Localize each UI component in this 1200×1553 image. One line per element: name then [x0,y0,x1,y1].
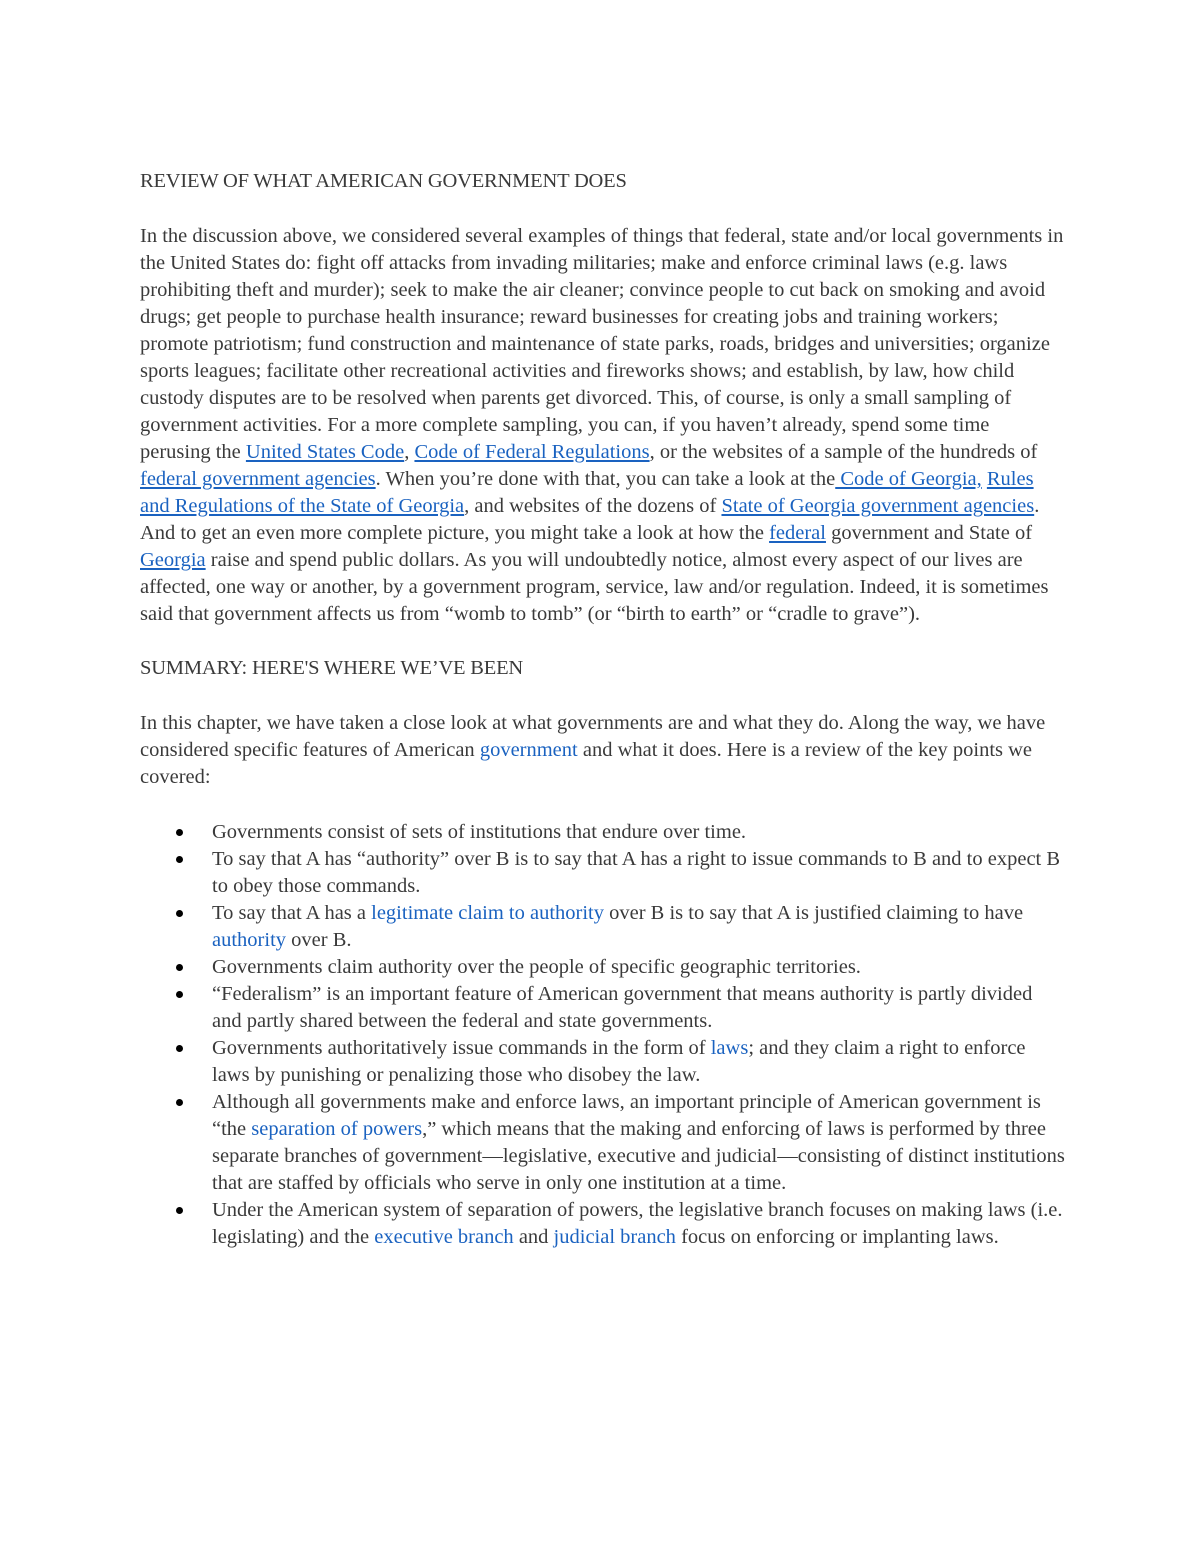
point-text: over B. [286,929,352,951]
bullet-icon [176,1045,183,1052]
point-text: Governments claim authority over the people of specific geographic territories. [212,956,861,978]
review-text-1: In the discussion above, we considered several examples of things that federal, state and/or local governments in the United States do: fight off attacks from invading militaries; make and enforce criminal laws (e.g. laws prohibiting theft and murder); seek to make the air cleaner; convince people to cut back on smoking and avoid drugs; get people to purchase health insurance; reward businesses for creating jobs and training workers; promote patriotism; fund construction and maintenance of state parks, roads, bridges and universities; organize sports leagues; facilitate other recreational activities and fireworks shows; and establish, by law, how child custody disputes are to be resolved when parents get divorced. This, of course, is only a small sampling of government activities. For a more complete sampling, you can, if you haven’t already, spend some time perusing the [140,225,1064,463]
georgia-budget-link[interactable]: Georgia [140,549,206,571]
bullet-icon [176,1207,183,1214]
list-item [140,1089,1065,1197]
summary-intro [140,710,1065,791]
authority-link[interactable]: authority [212,929,287,951]
review-text-3: , or the websites of a sample of the hundreds of [649,441,1038,463]
federal-budget-link[interactable]: federal [769,522,826,544]
bullet-icon [176,829,183,836]
federal-government-agencies-link[interactable]: federal government agencies [140,468,376,490]
review-text-9: raise and spend public dollars. As you will undoubtedly notice, almost every aspect of our lives are affected, one way or another, by a government program, service, law and/or regulation. Indeed, it is sometimes said that government affects us from “womb to tomb” (or “birth to earth” or “cradle to grave”). [140,549,1049,625]
legitimate-claim-link[interactable]: legitimate claim to authority [371,902,604,924]
government-link[interactable]: government [479,739,578,761]
review-text-6: , and websites of the dozens of [464,495,722,517]
list-item [140,954,1065,981]
summary-heading: SUMMARY: HERE'S WHERE WE’VE BEEN [140,657,524,679]
rules-regulations-georgia-link[interactable]: Rules and Regulations of the State of Georgia [140,468,1034,517]
point-text: Governments consist of sets of institutions that endure over time. [212,821,747,843]
point-text: To say that A has a [212,902,372,924]
list-item [140,1197,1065,1251]
point-text: over B is to say that A is justified claiming to have [603,902,1024,924]
point-text: “Federalism” is an important feature of American government that means authority is partly divided and partly shared between the federal and state governments. [212,983,1033,1032]
point-text: Although all governments make and enforce laws, an important principle of American government is “the [212,1091,1041,1140]
bullet-icon [176,910,183,917]
point-text: To say that A has “authority” over B is to say that A has a right to issue commands to B and to expect B to obey those commands. [212,848,1061,897]
list-item [140,846,1065,900]
review-text-2: , [404,441,415,463]
point-text: Governments authoritatively issue commands in the form of [212,1037,711,1059]
georgia-agencies-link[interactable]: State of Georgia government agencies [721,495,1035,517]
review-text-8: government and State of [825,522,1033,544]
review-text-4: . When you’re done with that, you can take a look at the [375,468,836,490]
laws-link[interactable]: laws [710,1037,749,1059]
point-text: and [513,1226,554,1248]
review-paragraph [140,223,1065,628]
point-text: ,” which means that the making and enforcing of laws is performed by three separate branches of government—legislative, executive and judicial—consisting of distinct institutions that are staffed by officials who serve in only one institution at a time. [212,1118,1065,1194]
document-page [140,168,1065,1251]
bullet-icon [176,1099,183,1106]
list-item [140,1035,1065,1089]
key-points-list [140,819,1065,1251]
executive-branch-link[interactable]: executive branch [374,1226,514,1248]
point-text: ; and they claim a right to enforce laws by punishing or penalizing those who disobey the law. [212,1037,1026,1086]
review-heading: REVIEW OF WHAT AMERICAN GOVERNMENT DOES [140,170,627,192]
separation-of-powers-link[interactable]: separation of powers [251,1118,423,1140]
bullet-icon [176,856,183,863]
list-item [140,819,1065,846]
bullet-icon [176,964,183,971]
judicial-branch-link[interactable]: judicial branch [553,1226,676,1248]
code-of-federal-regulations-link[interactable]: Code of Federal Regulations [414,441,650,463]
point-text: focus on enforcing or implanting laws. [675,1226,999,1248]
list-item [140,981,1065,1035]
point-text: Under the American system of separation of powers, the legislative branch focuses on making laws (i.e. legislating) and the [212,1199,1063,1248]
united-states-code-link[interactable]: United States Code [245,441,405,463]
summary-intro-text-a: In this chapter, we have taken a close look at what governments are and what they do. Along the way, we have considered specific features of American [140,712,1046,761]
review-text-7: . And to get an even more complete picture, you might take a look at how the [140,495,1040,544]
bullet-icon [176,991,183,998]
list-item [140,900,1065,954]
summary-intro-text-b: and what it does. Here is a review of the key points we covered: [140,739,1033,788]
code-of-georgia-link[interactable]: Code of Georgia, [835,468,982,490]
